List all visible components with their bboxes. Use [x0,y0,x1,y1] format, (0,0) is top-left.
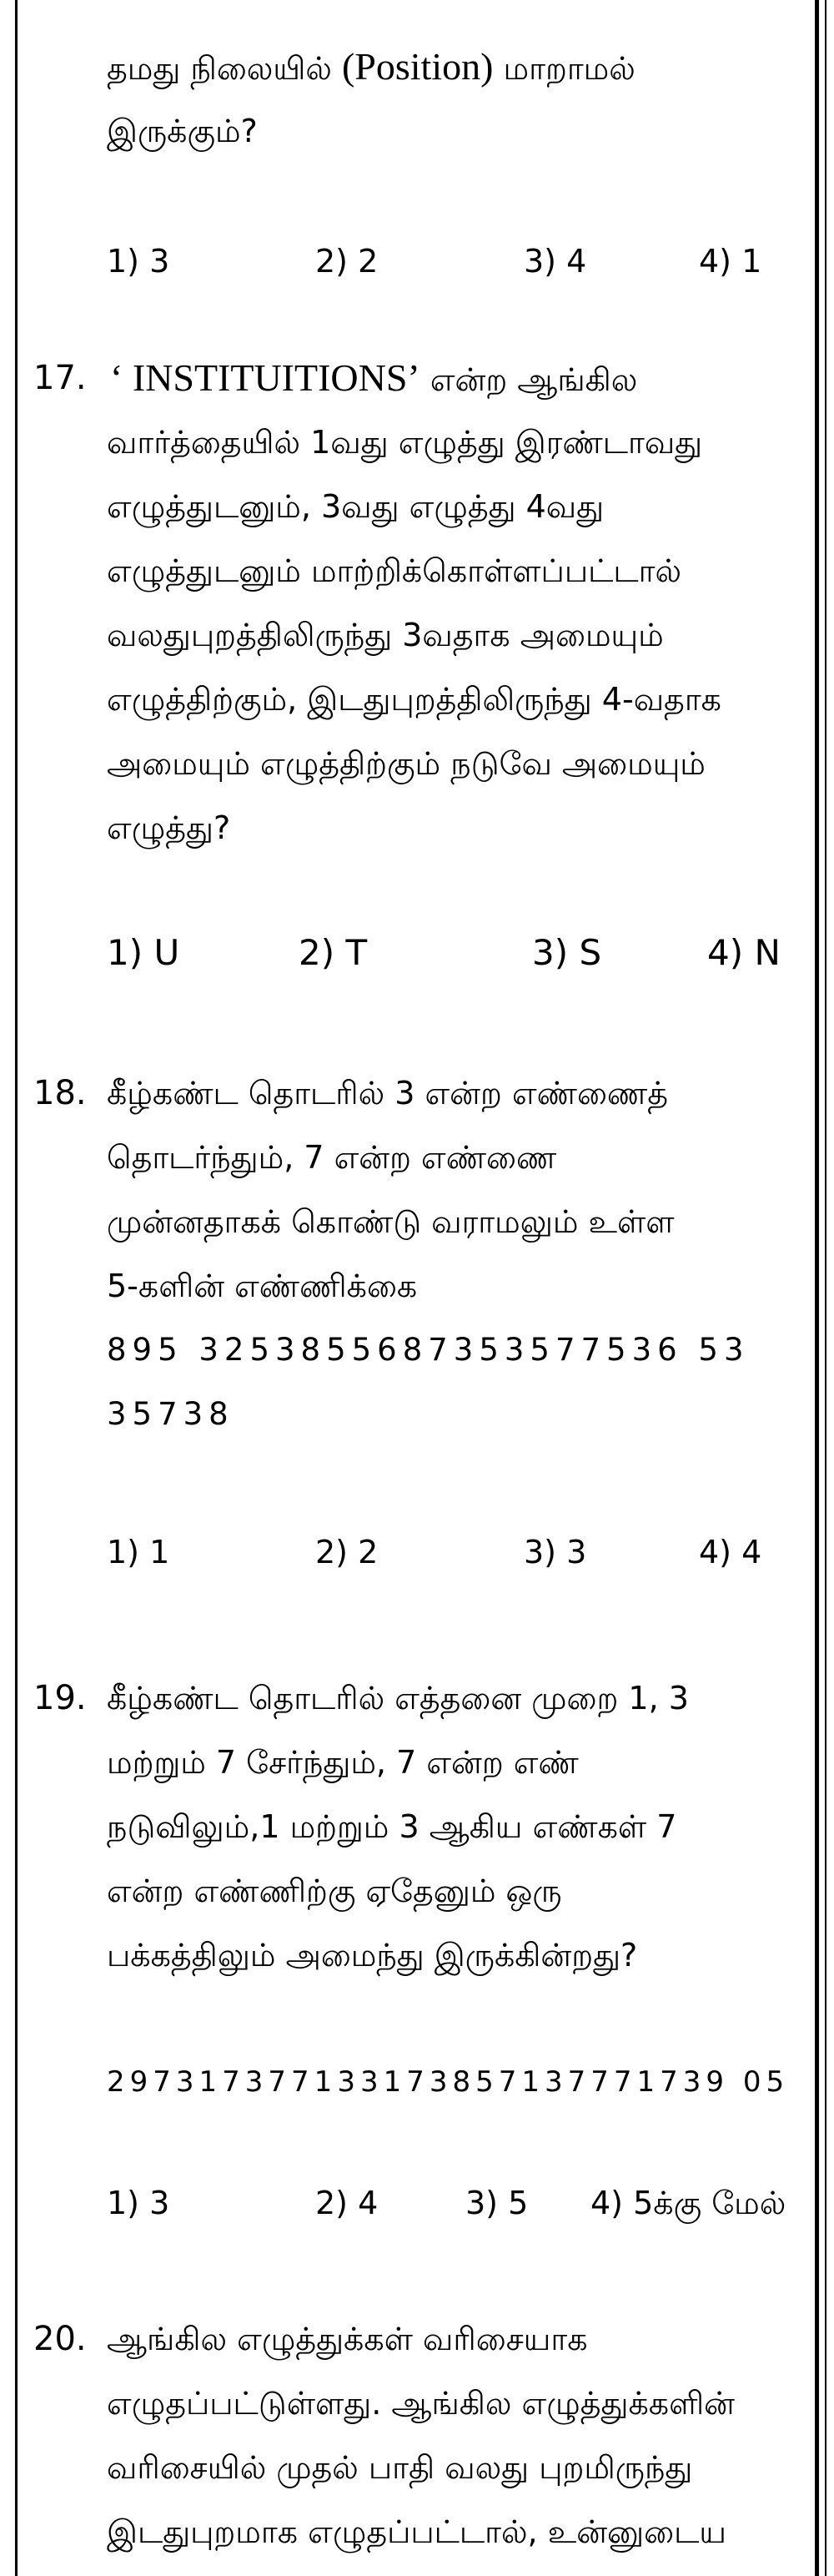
q18-option-1[interactable]: 1) 1 [107,1534,170,1570]
q16-option-1[interactable]: 1) 3 [107,243,170,280]
q17-word-institutions: ‘ INSTITUITIONS’ [110,356,420,399]
q19-line-5: பக்கத்திலும் அமைந்து இருக்கின்றது? [107,1937,638,1974]
q19-option-2[interactable]: 2) 4 [315,2185,379,2221]
q20-line-2: எழுதப்பட்டுள்ளது. ஆங்கில எழுத்துக்களின் [107,2385,735,2422]
q17-line-2: வார்த்தையில் 1வது எழுத்து இரண்டாவது [107,424,703,461]
q16-option-4[interactable]: 4) 1 [699,243,762,280]
q19-line-1: கீழ்கண்ட தொடரில் எத்தனை முறை 1, 3 [107,1680,689,1716]
q19-line-2: மற்றும் 7 சேர்ந்தும், 7 என்ற எண் [107,1744,579,1781]
q18-option-3[interactable]: 3) 3 [524,1534,587,1570]
q19-option-3[interactable]: 3) 5 [465,2185,529,2221]
q18-option-4[interactable]: 4) 4 [699,1534,762,1570]
q17-line-5: வலதுபுறத்திலிருந்து 3வதாக அமையும் [107,617,664,653]
q17-number: 17. [33,359,87,397]
q20-line-1: ஆங்கில எழுத்துக்கள் வரிசையாக [107,2321,588,2357]
q17-line-7: அமையும் எழுத்திற்கும் நடுவே அமையும் [107,745,706,782]
q18-line-4: 5-களின் எண்ணிக்கை [107,1268,418,1304]
q17-line1-after: என்ற ஆங்கில [420,361,638,398]
q20-line-3: வரிசையில் முதல் பாதி வலது புறமிருந்து [107,2449,693,2486]
q16-position-word: (Position) [341,45,494,88]
q17-line-4: எழுத்துடனும் மாற்றிக்கொள்ளப்பட்டால் [107,552,681,589]
question-16-line-2: இருக்கும்? [107,113,258,149]
q18-line-3: முன்னதாகக் கொண்டு வராமலும் உள்ள [107,1203,675,1240]
q19-line-4: என்ற எண்ணிற்கு ஏதேனும் ஒரு [107,1873,562,1909]
q17-line-3: எழுத்துடனும், 3வது எழுத்து 4வது [107,488,605,525]
q17-line-8: எழுத்து? [107,809,231,846]
q19-digit-sequence: 297317377133173857137771739 05 [107,2065,790,2099]
q16-line1-text: தமது நிலையில் [107,50,342,87]
q17-option-2[interactable]: 2) T [299,932,368,973]
q17-option-1[interactable]: 1) U [107,932,180,973]
q18-digit-sequence-2: 35738 [107,1396,234,1432]
q18-line-1: கீழ்கண்ட தொடரில் 3 என்ற எண்ணைத் [107,1075,669,1112]
q18-line-2: தொடர்ந்தும், 7 என்ற எண்ணை [107,1139,557,1176]
q20-line-4: இடதுபுறமாக எழுதப்பட்டால், உன்னுடைய [107,2513,726,2550]
right-border-line [815,0,819,2576]
q18-digit-sequence-1: 895 3253855687353577536 53 [107,1332,750,1368]
q16-line1-after: மாறாமல் [493,50,636,87]
right-border-outer-line [825,0,826,2576]
left-border-line [15,0,18,2576]
q16-option-2[interactable]: 2) 2 [315,243,379,280]
q19-line-3: நடுவிலும்,1 மற்றும் 3 ஆகிய எண்கள் 7 [107,1808,677,1845]
q17-option-4[interactable]: 4) N [707,932,781,973]
q19-number: 19. [33,1679,87,1717]
q18-option-2[interactable]: 2) 2 [315,1534,379,1570]
q17-line-1 [110,357,637,401]
q19-option-4[interactable]: 4) 5க்கு மேல் [590,2185,786,2221]
question-16-line-1 [107,46,636,89]
q16-option-3[interactable]: 3) 4 [524,243,587,280]
q19-option-1[interactable]: 1) 3 [107,2185,170,2221]
q20-number: 20. [33,2320,87,2358]
q17-option-3[interactable]: 3) S [532,932,602,973]
q17-line-6: எழுத்திற்கும், இடதுபுறத்திலிருந்து 4-வதாக [107,681,721,718]
q18-number: 18. [33,1074,87,1112]
